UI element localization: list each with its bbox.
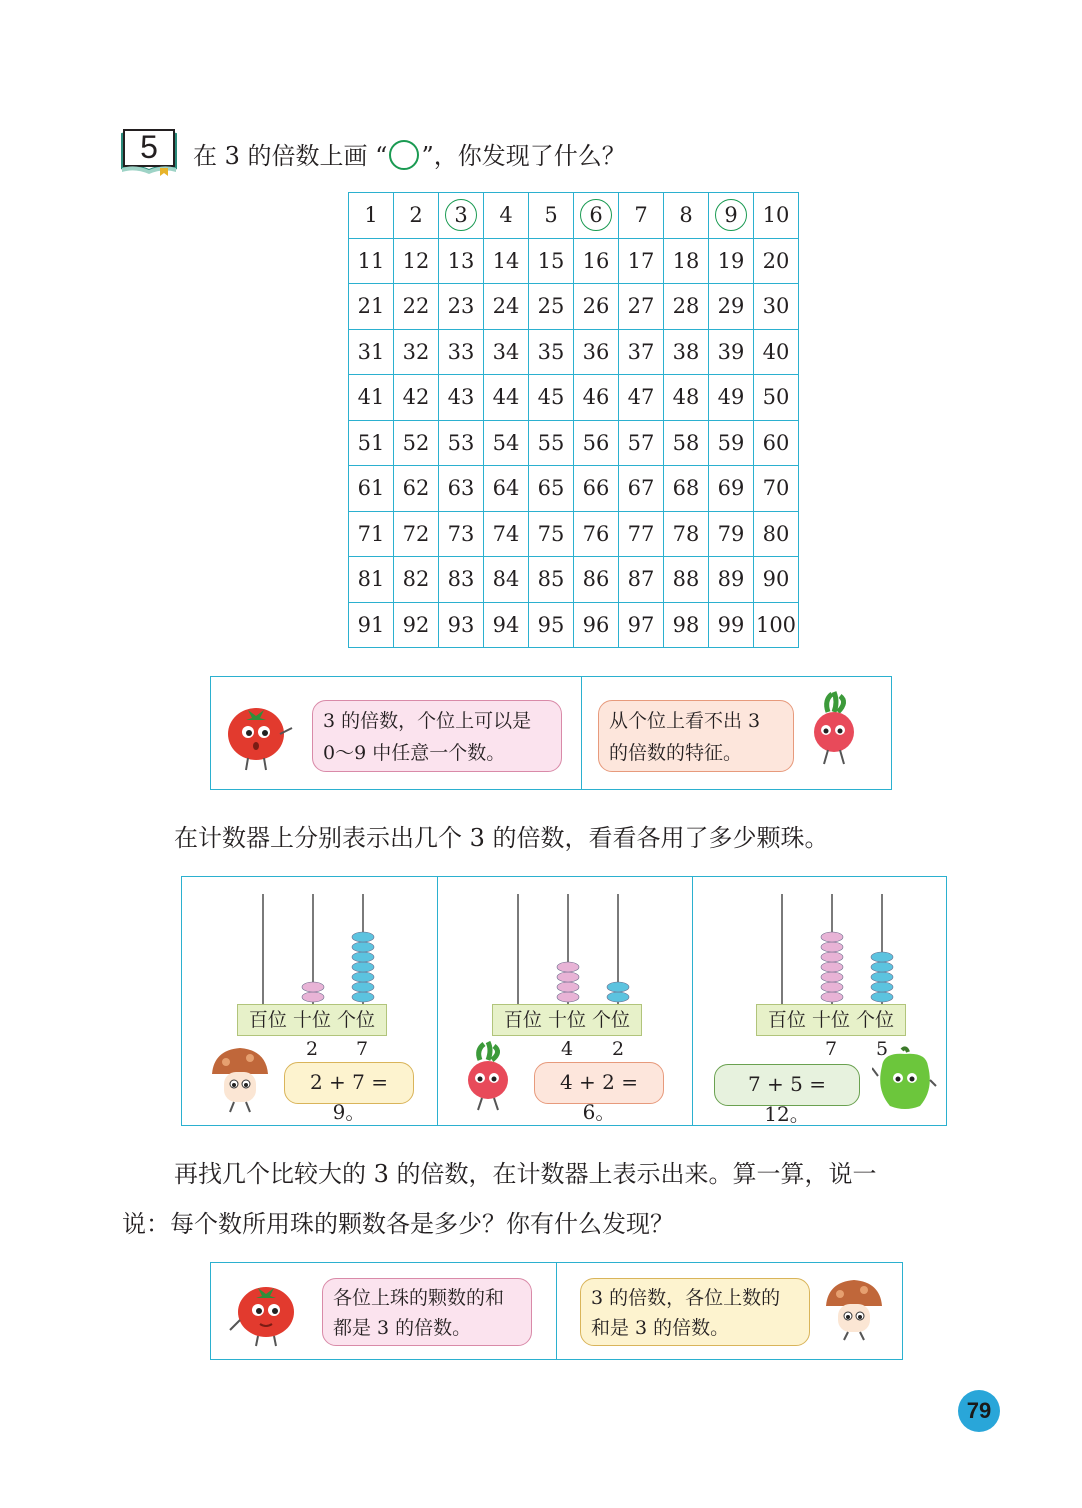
grid-cell xyxy=(754,420,799,466)
grid-number: 1 xyxy=(364,203,378,228)
grid-cell xyxy=(394,511,439,557)
grid-number: 69 xyxy=(717,476,745,501)
grid-number: 76 xyxy=(582,521,610,546)
abacus-label-ones: 个位 xyxy=(592,1009,631,1031)
tens-bead xyxy=(557,972,579,982)
abacus-2-ones-digit: 2 xyxy=(611,1038,625,1060)
grid-cell xyxy=(574,238,619,284)
grid-number: 52 xyxy=(402,430,430,455)
tens-bead xyxy=(821,932,843,942)
grid-cell xyxy=(754,466,799,512)
grid-cell xyxy=(349,511,394,557)
grid-number: 86 xyxy=(582,567,610,592)
grid-cell xyxy=(619,511,664,557)
ones-bead xyxy=(607,992,629,1002)
grid-cell xyxy=(574,557,619,603)
grid-number: 99 xyxy=(717,612,745,637)
grid-cell xyxy=(349,602,394,648)
abacus-label-hundreds: 百位 xyxy=(248,1009,287,1031)
grid-number: 23 xyxy=(447,294,475,319)
grid-number: 77 xyxy=(627,521,655,546)
instruction-1: 在计数器上分别表示出几个 3 的倍数，看看各用了多少颗珠。 xyxy=(174,824,829,852)
grid-number: 58 xyxy=(672,430,700,455)
grid-cell xyxy=(619,375,664,421)
grid-number: 33 xyxy=(447,339,475,364)
speech-bubble-left-2 xyxy=(322,1278,532,1346)
grid-cell xyxy=(619,238,664,284)
grid-number: 16 xyxy=(582,248,610,273)
grid-number: 95 xyxy=(537,612,565,637)
abacus-label-box-2 xyxy=(492,1004,642,1036)
grid-cell xyxy=(439,329,484,375)
grid-number: 37 xyxy=(627,339,655,364)
abacus-label-hundreds: 百位 xyxy=(503,1009,542,1031)
grid-number: 36 xyxy=(582,339,610,364)
grid-number: 68 xyxy=(672,476,700,501)
grid-number: 19 xyxy=(717,248,745,273)
grid-cell xyxy=(754,238,799,284)
grid-number: 66 xyxy=(582,476,610,501)
grid-number: 73 xyxy=(447,521,475,546)
grid-cell xyxy=(754,284,799,330)
ones-bead xyxy=(871,972,893,982)
abacus-label-tens: 十位 xyxy=(547,1009,586,1031)
grid-number: 91 xyxy=(357,612,385,637)
grid-cell xyxy=(529,602,574,648)
grid-number: 32 xyxy=(402,339,430,364)
grid-cell xyxy=(709,329,754,375)
grid-cell xyxy=(349,557,394,603)
grid-number: 39 xyxy=(717,339,745,364)
grid-number: 60 xyxy=(762,430,790,455)
grid-row xyxy=(349,238,799,284)
mushroom-character-icon xyxy=(822,1276,886,1342)
abacus-1-tens-digit: 2 xyxy=(305,1038,319,1060)
grid-cell xyxy=(709,238,754,284)
tomato-character-icon xyxy=(218,694,298,774)
grid-cell xyxy=(709,511,754,557)
tomato-character-icon xyxy=(228,1274,308,1348)
grid-cell xyxy=(349,238,394,284)
grid-number: 59 xyxy=(717,430,745,455)
grid-cell xyxy=(394,284,439,330)
grid-number: 26 xyxy=(582,294,610,319)
abacus-1-ones-digit: 7 xyxy=(355,1038,369,1060)
grid-number: 4 xyxy=(499,203,513,228)
grid-number: 63 xyxy=(447,476,475,501)
ones-bead xyxy=(871,992,893,1002)
grid-cell xyxy=(349,375,394,421)
grid-number: 71 xyxy=(357,521,385,546)
grid-cell xyxy=(529,420,574,466)
grid-cell xyxy=(709,557,754,603)
bubble-text-line: 3 的倍数，各位上数的 xyxy=(591,1287,781,1309)
grid-cell xyxy=(754,602,799,648)
tens-bead xyxy=(821,962,843,972)
grid-number: 43 xyxy=(447,385,475,410)
grid-number: 47 xyxy=(627,385,655,410)
grid-number: 20 xyxy=(762,248,790,273)
tens-bead xyxy=(821,972,843,982)
grid-cell xyxy=(439,557,484,603)
grid-cell xyxy=(709,375,754,421)
grid-number: 50 xyxy=(762,385,790,410)
grid-number: 21 xyxy=(357,294,385,319)
grid-number: 25 xyxy=(537,294,565,319)
grid-cell xyxy=(619,420,664,466)
grid-number: 93 xyxy=(447,612,475,637)
grid-cell xyxy=(664,375,709,421)
grid-cell xyxy=(709,602,754,648)
abacus-label-ones: 个位 xyxy=(337,1009,376,1031)
grid-cell xyxy=(529,284,574,330)
ones-bead xyxy=(607,982,629,992)
grid-number: 79 xyxy=(717,521,745,546)
grid-number: 84 xyxy=(492,567,520,592)
radish-character-icon xyxy=(458,1040,518,1112)
grid-number: 65 xyxy=(537,476,565,501)
ones-bead xyxy=(871,962,893,972)
grid-row xyxy=(349,420,799,466)
grid-cell xyxy=(664,602,709,648)
grid-number: 82 xyxy=(402,567,430,592)
ones-bead xyxy=(352,932,374,942)
grid-number: 62 xyxy=(402,476,430,501)
grid-row xyxy=(349,602,799,648)
bubble-text-line: 各位上珠的颗数的和 xyxy=(333,1287,505,1309)
grid-cell xyxy=(619,602,664,648)
grid-cell xyxy=(529,557,574,603)
grid-cell xyxy=(529,329,574,375)
grid-cell xyxy=(484,238,529,284)
grid-cell xyxy=(754,193,799,239)
grid-number: 40 xyxy=(762,339,790,364)
grid-cell xyxy=(349,329,394,375)
grid-number: 64 xyxy=(492,476,520,501)
tens-bead xyxy=(557,962,579,972)
grid-number: 53 xyxy=(447,430,475,455)
grid-number: 74 xyxy=(492,521,520,546)
ones-bead xyxy=(871,982,893,992)
panel-divider xyxy=(556,1263,557,1359)
grid-cell xyxy=(574,329,619,375)
ones-bead xyxy=(352,962,374,972)
grid-number: 54 xyxy=(492,430,520,455)
grid-cell xyxy=(664,284,709,330)
grid-cell xyxy=(529,193,574,239)
abacus-label-tens: 十位 xyxy=(811,1009,850,1031)
equation-bubble-1: 2 + 7 = 9。 xyxy=(284,1062,414,1104)
grid-row xyxy=(349,375,799,421)
grid-number: 27 xyxy=(627,294,655,319)
question-text-before: 在 3 的倍数上画 “ xyxy=(193,142,388,170)
grid-cell xyxy=(484,284,529,330)
grid-number: 57 xyxy=(627,430,655,455)
grid-number: 38 xyxy=(672,339,700,364)
grid-cell xyxy=(664,193,709,239)
grid-cell xyxy=(619,557,664,603)
grid-cell xyxy=(574,193,619,239)
grid-cell xyxy=(709,420,754,466)
page-number: 79 xyxy=(958,1390,1000,1432)
grid-number: 98 xyxy=(672,612,700,637)
question-title xyxy=(193,136,626,171)
grid-cell xyxy=(484,466,529,512)
grid-cell xyxy=(664,466,709,512)
green-pepper-character-icon xyxy=(872,1046,938,1114)
grid-number: 18 xyxy=(672,248,700,273)
circled-number: 6 xyxy=(580,199,612,231)
ones-bead xyxy=(352,982,374,992)
grid-cell xyxy=(529,238,574,284)
tens-bead xyxy=(821,982,843,992)
grid-number: 13 xyxy=(447,248,475,273)
grid-number: 45 xyxy=(537,385,565,410)
grid-number: 12 xyxy=(402,248,430,273)
grid-cell xyxy=(619,284,664,330)
grid-cell xyxy=(349,420,394,466)
grid-cell xyxy=(619,193,664,239)
question-text-after: ”，你发现了什么？ xyxy=(421,142,626,170)
grid-number: 94 xyxy=(492,612,520,637)
grid-number: 11 xyxy=(357,248,385,273)
grid-cell xyxy=(754,557,799,603)
speech-bubble-right-2 xyxy=(580,1278,810,1346)
grid-number: 100 xyxy=(755,612,797,637)
grid-number: 67 xyxy=(627,476,655,501)
grid-cell xyxy=(709,193,754,239)
grid-cell xyxy=(574,420,619,466)
hundred-grid xyxy=(348,192,799,648)
grid-row xyxy=(349,466,799,512)
bubble-text-line: 0～9 中任意一个数。 xyxy=(323,742,506,764)
grid-cell xyxy=(394,466,439,512)
instruction-2-line-2: 说：每个数所用珠的颗数各是多少？你有什么发现？ xyxy=(122,1210,674,1238)
grid-cell xyxy=(484,193,529,239)
grid-number: 2 xyxy=(409,203,423,228)
grid-cell xyxy=(439,602,484,648)
grid-row xyxy=(349,557,799,603)
bubble-text-line: 和是 3 的倍数。 xyxy=(591,1317,730,1339)
grid-number: 24 xyxy=(492,294,520,319)
ones-bead xyxy=(871,952,893,962)
grid-cell xyxy=(709,466,754,512)
grid-cell xyxy=(349,193,394,239)
tens-bead xyxy=(302,992,324,1002)
grid-number: 92 xyxy=(402,612,430,637)
grid-number: 88 xyxy=(672,567,700,592)
grid-cell xyxy=(439,375,484,421)
grid-cell xyxy=(709,284,754,330)
grid-cell xyxy=(439,238,484,284)
grid-number: 41 xyxy=(357,385,385,410)
circled-number: 9 xyxy=(715,199,747,231)
tens-bead xyxy=(821,992,843,1002)
abacus-label-tens: 十位 xyxy=(292,1009,331,1031)
grid-number: 42 xyxy=(402,385,430,410)
grid-cell xyxy=(574,466,619,512)
grid-cell xyxy=(394,238,439,284)
grid-number: 78 xyxy=(672,521,700,546)
grid-number: 34 xyxy=(492,339,520,364)
grid-number: 31 xyxy=(357,339,385,364)
grid-cell xyxy=(349,284,394,330)
tens-bead xyxy=(557,992,579,1002)
tens-bead xyxy=(821,942,843,952)
grid-cell xyxy=(394,557,439,603)
grid-number: 44 xyxy=(492,385,520,410)
grid-cell xyxy=(484,375,529,421)
grid-cell xyxy=(754,329,799,375)
circled-number: 3 xyxy=(445,199,477,231)
grid-number: 10 xyxy=(762,203,790,228)
grid-number: 56 xyxy=(582,430,610,455)
abacus-3-tens-digit: 7 xyxy=(824,1038,838,1060)
ones-bead xyxy=(352,992,374,1002)
grid-cell xyxy=(394,375,439,421)
grid-number: 75 xyxy=(537,521,565,546)
ones-bead xyxy=(352,972,374,982)
grid-cell xyxy=(484,329,529,375)
panel-divider xyxy=(581,677,582,789)
grid-cell xyxy=(664,329,709,375)
grid-cell xyxy=(439,466,484,512)
grid-number: 29 xyxy=(717,294,745,319)
grid-number: 89 xyxy=(717,567,745,592)
grid-cell xyxy=(394,602,439,648)
grid-number: 49 xyxy=(717,385,745,410)
grid-cell xyxy=(664,557,709,603)
grid-cell xyxy=(439,511,484,557)
bubble-text-line: 的倍数的特征。 xyxy=(609,742,743,764)
grid-cell xyxy=(574,284,619,330)
bubble-text-line: 都是 3 的倍数。 xyxy=(333,1317,472,1339)
grid-cell xyxy=(484,602,529,648)
speech-bubble-right-1 xyxy=(598,700,794,772)
grid-cell xyxy=(619,466,664,512)
mushroom-character-icon xyxy=(208,1044,272,1114)
grid-number: 14 xyxy=(492,248,520,273)
grid-number: 83 xyxy=(447,567,475,592)
grid-cell xyxy=(754,511,799,557)
grid-cell xyxy=(484,557,529,603)
grid-number: 90 xyxy=(762,567,790,592)
abacus-label-box-3 xyxy=(756,1004,906,1036)
bubble-text-line: 3 的倍数，个位上可以是 xyxy=(323,710,532,732)
grid-cell xyxy=(664,420,709,466)
grid-number: 30 xyxy=(762,294,790,319)
grid-cell xyxy=(529,466,574,512)
grid-number: 7 xyxy=(634,203,648,228)
grid-cell xyxy=(664,238,709,284)
grid-number: 17 xyxy=(627,248,655,273)
grid-number: 28 xyxy=(672,294,700,319)
grid-number: 46 xyxy=(582,385,610,410)
grid-cell xyxy=(529,375,574,421)
grid-cell xyxy=(574,602,619,648)
grid-number: 15 xyxy=(537,248,565,273)
grid-number: 22 xyxy=(402,294,430,319)
grid-cell xyxy=(349,466,394,512)
abacus-3-ones-digit: 5 xyxy=(875,1038,889,1060)
radish-character-icon xyxy=(804,690,864,770)
grid-cell xyxy=(394,193,439,239)
grid-cell xyxy=(619,329,664,375)
ones-bead xyxy=(352,952,374,962)
ones-bead xyxy=(352,942,374,952)
abacus-label-box-1 xyxy=(237,1004,387,1036)
grid-cell xyxy=(574,375,619,421)
grid-cell xyxy=(529,511,574,557)
equation-bubble-2: 4 + 2 = 6。 xyxy=(534,1062,664,1104)
equation-bubble-3: 7 + 5 = 12。 xyxy=(714,1064,860,1106)
circle-symbol-icon xyxy=(389,140,419,170)
grid-number: 87 xyxy=(627,567,655,592)
grid-row xyxy=(349,193,799,239)
abacus-label-ones: 个位 xyxy=(856,1009,895,1031)
grid-cell xyxy=(394,329,439,375)
tens-bead xyxy=(302,982,324,992)
grid-number: 72 xyxy=(402,521,430,546)
grid-number: 96 xyxy=(582,612,610,637)
grid-cell xyxy=(394,420,439,466)
grid-cell xyxy=(574,511,619,557)
grid-cell xyxy=(439,284,484,330)
grid-row xyxy=(349,329,799,375)
grid-number: 5 xyxy=(544,203,558,228)
grid-row xyxy=(349,511,799,557)
grid-cell xyxy=(754,375,799,421)
grid-cell xyxy=(439,193,484,239)
grid-cell xyxy=(664,511,709,557)
grid-number: 51 xyxy=(357,430,385,455)
grid-row xyxy=(349,284,799,330)
grid-number: 61 xyxy=(357,476,385,501)
grid-number: 85 xyxy=(537,567,565,592)
tens-bead xyxy=(821,952,843,962)
grid-cell xyxy=(439,420,484,466)
abacus-2-tens-digit: 4 xyxy=(560,1038,574,1060)
grid-cell xyxy=(484,420,529,466)
grid-number: 97 xyxy=(627,612,655,637)
grid-cell xyxy=(484,511,529,557)
grid-number: 70 xyxy=(762,476,790,501)
grid-number: 8 xyxy=(679,203,693,228)
bubble-text-line: 从个位上看不出 3 xyxy=(609,710,761,732)
grid-number: 48 xyxy=(672,385,700,410)
instruction-2-line-1: 再找几个比较大的 3 的倍数，在计数器上表示出来。算一算，说一 xyxy=(174,1160,877,1188)
grid-number: 80 xyxy=(762,521,790,546)
tens-bead xyxy=(557,982,579,992)
grid-number: 81 xyxy=(357,567,385,592)
question-number: 5 xyxy=(140,129,158,165)
grid-number: 35 xyxy=(537,339,565,364)
grid-number: 55 xyxy=(537,430,565,455)
speech-bubble-left-1 xyxy=(312,700,562,772)
abacus-label-hundreds: 百位 xyxy=(767,1009,806,1031)
